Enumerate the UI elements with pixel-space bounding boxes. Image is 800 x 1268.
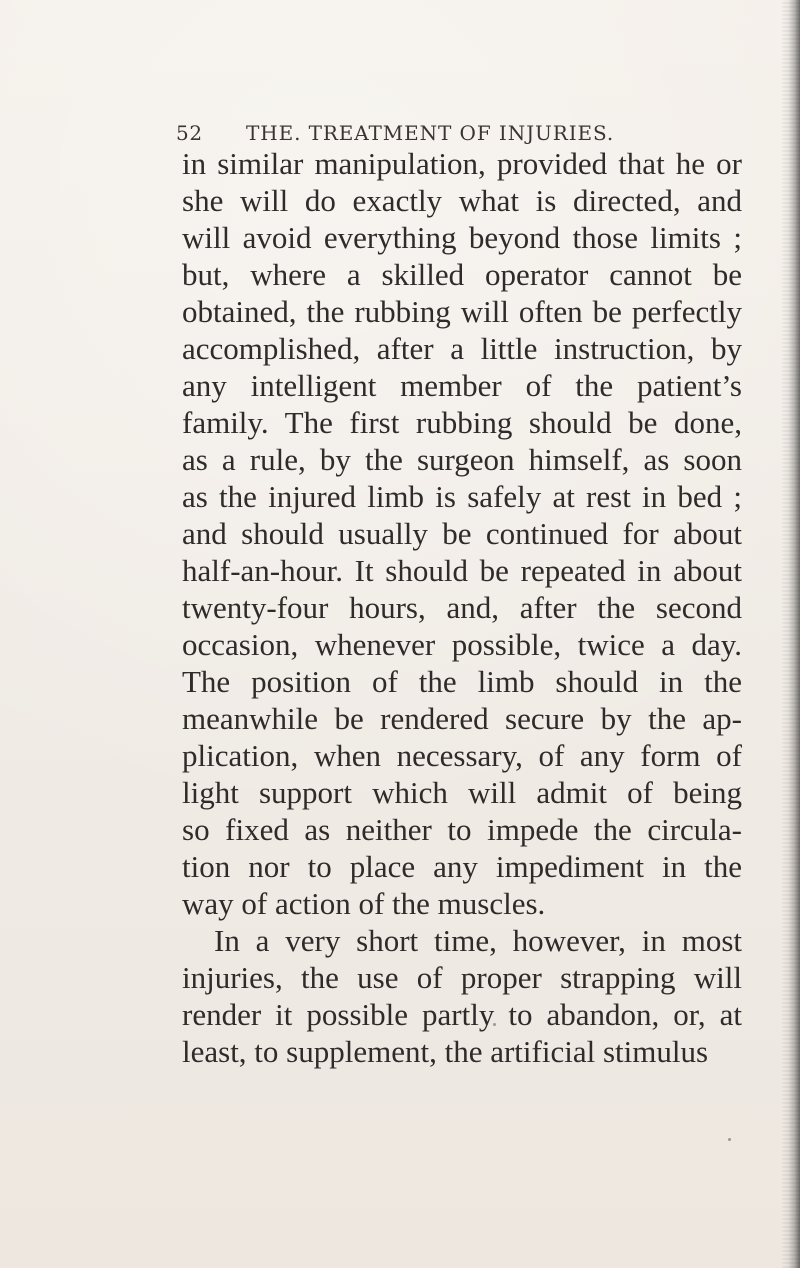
- text-line: The position of the limb should in the: [182, 664, 742, 699]
- paragraph: [182, 922, 742, 1070]
- text-line: accomplished, after a little instruction, by: [182, 331, 742, 366]
- text-line: plication, when necessary, of any form of: [182, 738, 742, 773]
- paragraph: [182, 145, 742, 922]
- text-line: obtained, the rubbing will often be perfectly: [182, 294, 742, 329]
- paper-speck: [493, 1023, 496, 1026]
- page-binding-edge: [782, 0, 800, 1268]
- running-head: THE. TREATMENT OF INJURIES.: [246, 121, 615, 145]
- text-line: twenty-four hours, and, after the second: [182, 590, 742, 625]
- text-line: family. The first rubbing should be done,: [182, 405, 742, 440]
- text-line: tion nor to place any impediment in the: [182, 849, 742, 884]
- text-line: half-an-hour. It should be repeated in about: [182, 553, 742, 588]
- text-line: as a rule, by the surgeon himself, as soon: [182, 442, 742, 477]
- body-text: [182, 145, 742, 1070]
- text-line: so fixed as neither to impede the circula-: [182, 812, 742, 847]
- text-line: In a very short time, however, in most: [214, 923, 742, 958]
- text-line: light support which will admit of being: [182, 775, 742, 810]
- text-line: but, where a skilled operator cannot be: [182, 257, 742, 292]
- paper-speck: [728, 1138, 731, 1141]
- text-line: render it possible partly to abandon, or, at: [182, 997, 742, 1032]
- page-number: 52: [176, 121, 203, 145]
- text-line: in similar manipulation, provided that he or: [182, 146, 742, 181]
- text-line: injuries, the use of proper strapping will: [182, 960, 742, 995]
- text-line: she will do exactly what is directed, and: [182, 183, 742, 218]
- text-line: any intelligent member of the patient’s: [182, 368, 742, 403]
- text-line: occasion, whenever possible, twice a day.: [182, 627, 742, 662]
- text-line: least, to supplement, the artificial stimulus: [182, 1034, 709, 1069]
- text-line: and should usually be continued for about: [182, 516, 742, 551]
- text-line: way of action of the muscles.: [182, 886, 546, 921]
- page-header: [176, 121, 636, 145]
- text-line: meanwhile be rendered secure by the ap-: [182, 701, 742, 736]
- text-line: will avoid everything beyond those limits ;: [182, 220, 742, 255]
- text-line: as the injured limb is safely at rest in bed ;: [182, 479, 742, 514]
